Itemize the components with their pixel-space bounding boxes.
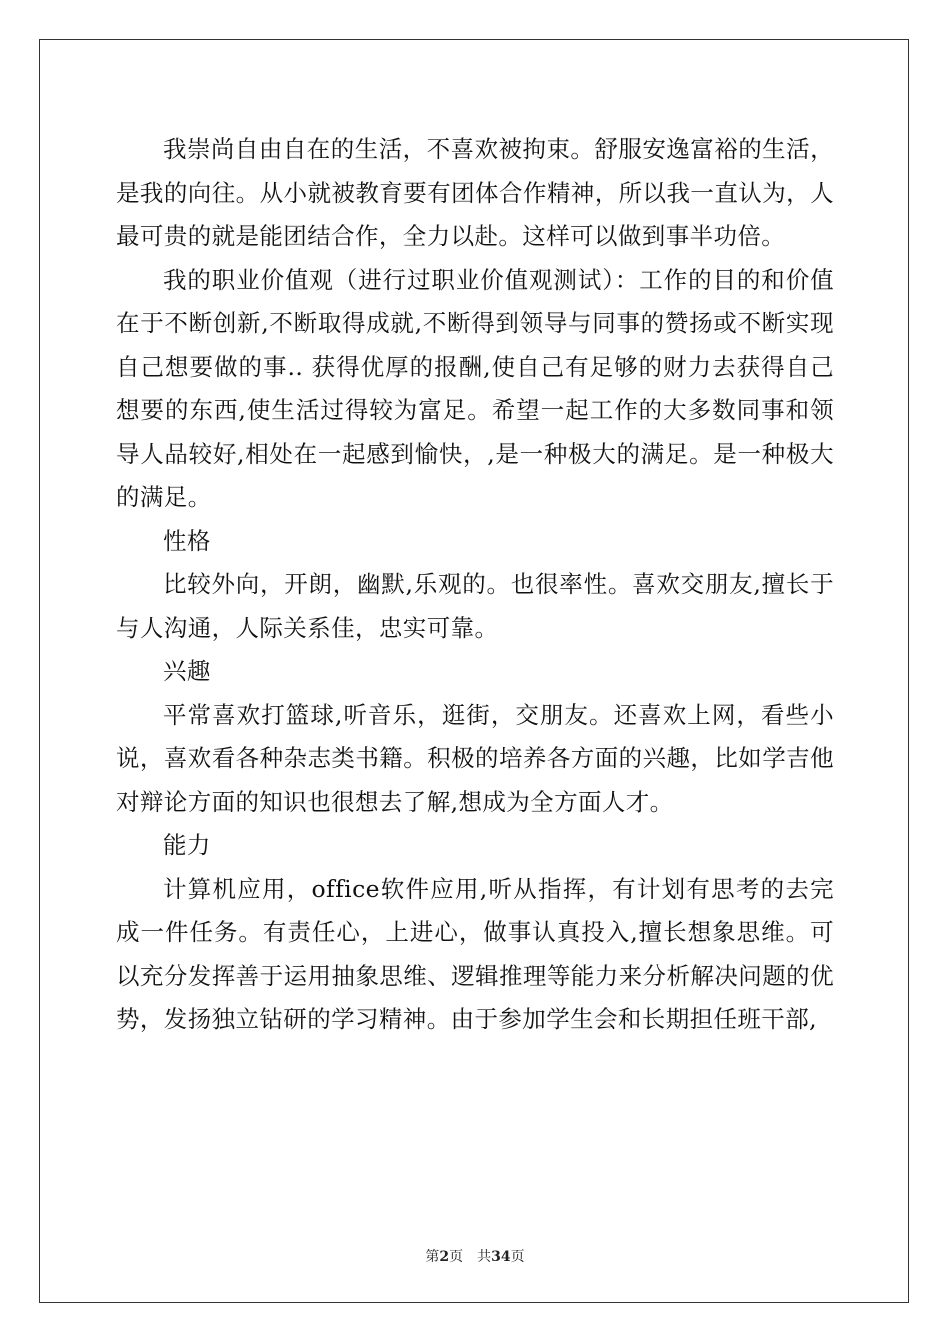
document-body xyxy=(116,128,834,1042)
paragraph-interests: 平常喜欢打篮球,听音乐，逛街，交朋友。还喜欢上网，看些小说，喜欢看各种杂志类书籍。积极的培养各方面的兴趣，比如学吉他对辩论方面的知识也很想去了解,想成为全方面人才。 xyxy=(116,700,834,816)
page-prefix: 第 xyxy=(425,1249,440,1265)
total-pages: 34 xyxy=(491,1249,511,1265)
page-suffix: 页 xyxy=(449,1249,464,1265)
page-footer xyxy=(0,1246,950,1266)
heading-abilities: 能力 xyxy=(163,831,211,859)
total-suffix: 页 xyxy=(510,1249,525,1265)
total-prefix: 共 xyxy=(477,1249,492,1265)
paragraph-lifestyle: 我崇尚自由自在的生活，不喜欢被拘束。舒服安逸富裕的生活，是我的向往。从小就被教育要有团体合作精神，所以我一直认为，人最可贵的就是能团结合作，全力以赴。这样可以做到事半功倍。 xyxy=(116,135,834,250)
heading-interests: 兴趣 xyxy=(163,657,211,685)
heading-personality: 性格 xyxy=(163,526,211,555)
paragraph-abilities: 计算机应用，office软件应用,听从指挥，有计划有思考的去完成一件任务。有责任心，上进心，做事认真投入,擅长想象思维。可以充分发挥善于运用抽象思维、逻辑推理等能力来分析解决问题的优势，发扬独立钻研的学习精神。由于参加学生会和长期担任班干部, xyxy=(116,874,834,1033)
paragraph-career-values: 我的职业价值观（进行过职业价值观测试）：工作的目的和价值在于不断创新,不断取得成就,不断得到领导与同事的赞扬或不断实现自己想要做的事.. 获得优厚的报酬,使自己有足够的财力去获得自己想要的东西,使生活过得较为富足。希望一起工作的大多数同事和领导人品较好,相处在一起感到愉快，,是一种极大的满足。是一种极大的满足。 xyxy=(116,265,834,511)
paragraph-personality: 比较外向，开朗，幽默,乐观的。也很率性。喜欢交朋友,擅长于与人沟通，人际关系佳，忠实可靠。 xyxy=(116,570,834,642)
page-number: 2 xyxy=(439,1249,450,1265)
